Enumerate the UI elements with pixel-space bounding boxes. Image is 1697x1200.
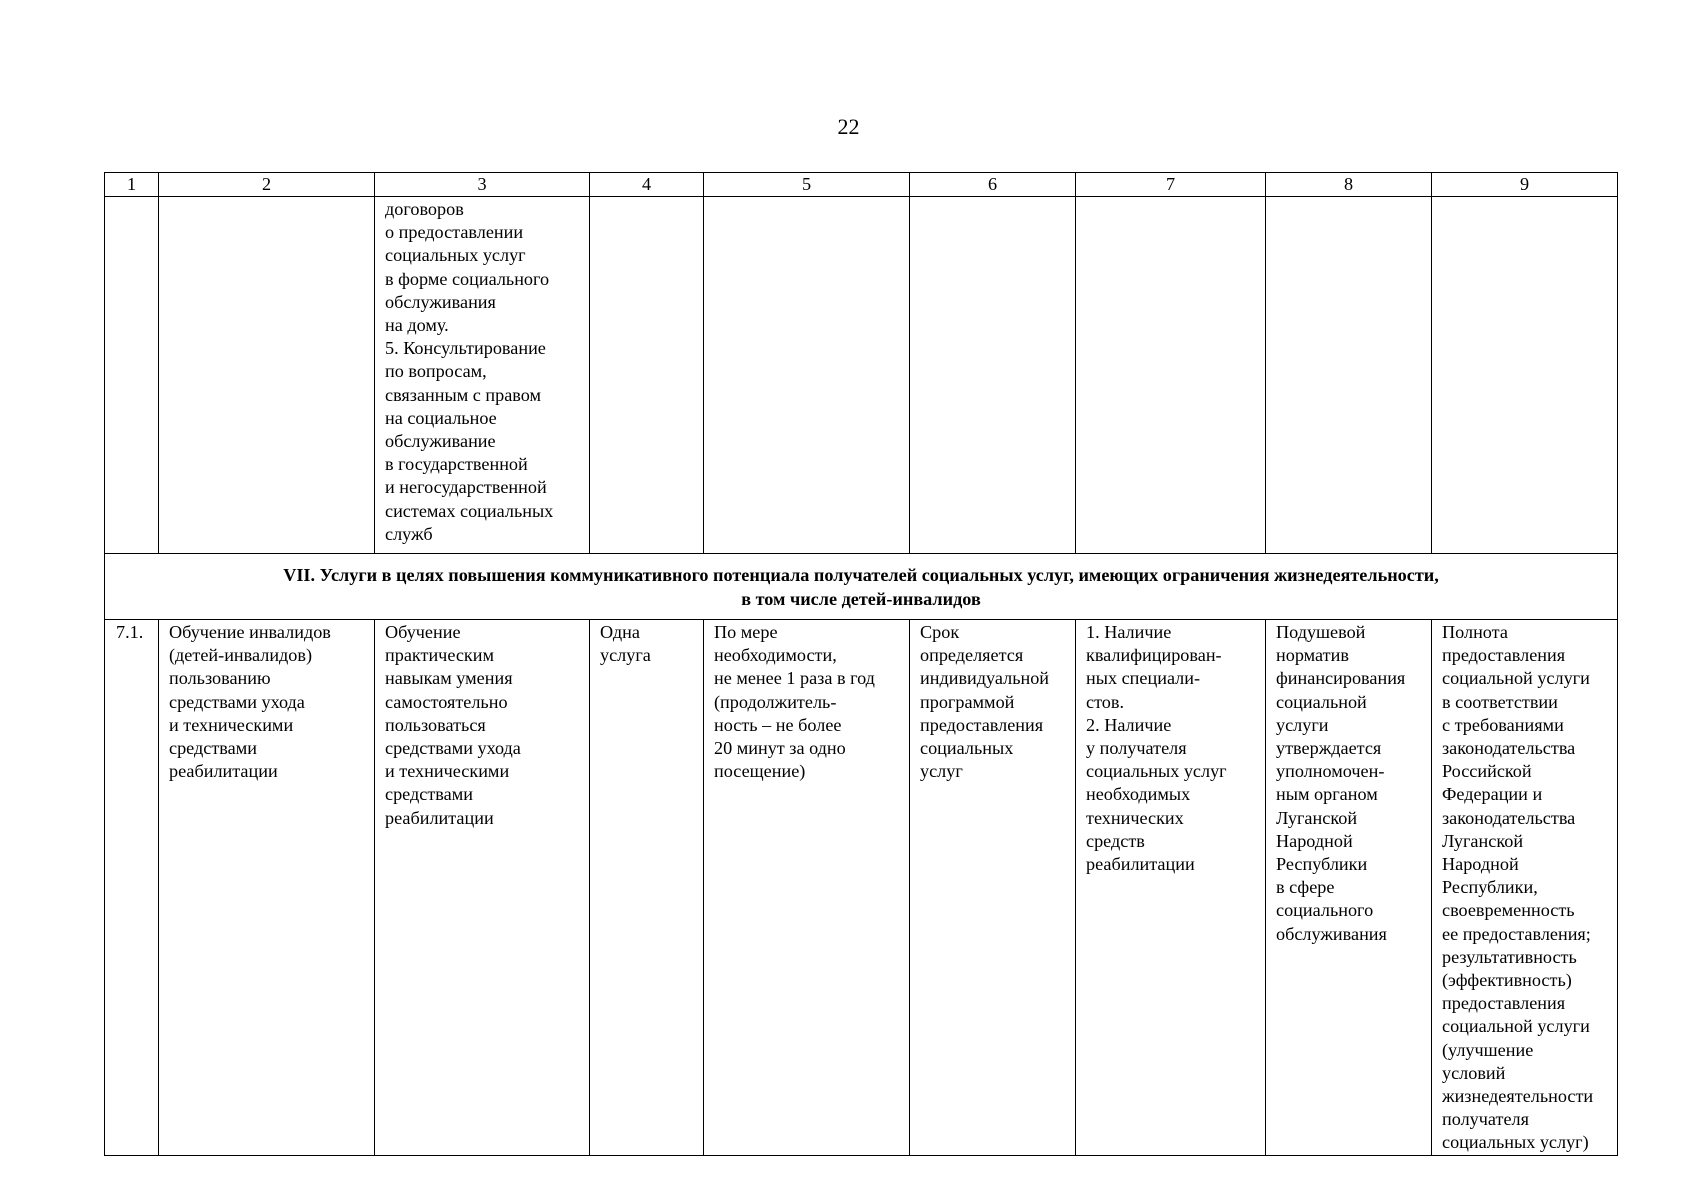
- table-cell: [1076, 197, 1266, 554]
- table-cell: [159, 197, 375, 554]
- column-number: 3: [375, 173, 590, 197]
- table-cell: [1266, 197, 1432, 554]
- section-heading-row: [105, 554, 1618, 620]
- column-number: 5: [704, 173, 910, 197]
- table-cell: [704, 197, 910, 554]
- column-number: 8: [1266, 173, 1432, 197]
- column-number: 7: [1076, 173, 1266, 197]
- table-cell: [910, 197, 1076, 554]
- section-title: VII. Услуги в целях повышения коммуникативного потенциала получателей социальных услуг, имеющих ограничения жизнедеятельности, в том числе детей-инвалидов: [105, 554, 1618, 620]
- service-name-cell: Обучение инвалидов (детей-инвалидов) пользованию средствами ухода и техническими средствами реабилитации: [159, 620, 375, 1156]
- continuation-row: [105, 197, 1618, 554]
- service-content-cell: договоров о предоставлении социальных услуг в форме социального обслуживания на дому. 5. Консультирование по вопросам, связанным с правом на социальное обслуживание в государственной и негосударственной системах социальных служб: [375, 197, 590, 554]
- table-cell: [590, 197, 704, 554]
- table-row: [105, 620, 1618, 1156]
- column-number: 1: [105, 173, 159, 197]
- term-cell: Срок определяется индивидуальной программой предоставления социальных услуг: [910, 620, 1076, 1156]
- page-number: 22: [837, 114, 860, 139]
- service-content-cell: Обучение практическим навыкам умения самостоятельно пользоваться средствами ухода и техническими средствами реабилитации: [375, 620, 590, 1156]
- row-number-cell: 7.1.: [105, 620, 159, 1156]
- column-number: 2: [159, 173, 375, 197]
- column-number: 4: [590, 173, 704, 197]
- conditions-cell: 1. Наличие квалифицирован- ных специали- стов. 2. Наличие у получателя социальных услуг необходимых технических средств реабилитации: [1076, 620, 1266, 1156]
- quality-indicators-cell: Полнота предоставления социальной услуги в соответствии с требованиями законодательства Российской Федерации и законодательства Луганской Народной Республики, своевременность ее предоставления; результативность (эффективность) предоставления социальной услуги (улучшение условий жизнедеятельности получателя социальных услуг): [1432, 620, 1618, 1156]
- unit-cell: Одна услуга: [590, 620, 704, 1156]
- table-cell: [105, 197, 159, 554]
- financing-cell: Подушевой норматив финансирования социальной услуги утверждается уполномочен- ным органом Луганской Народной Республики в сфере социального обслуживания: [1266, 620, 1432, 1156]
- table-cell: [1432, 197, 1618, 554]
- services-table: [104, 172, 1618, 1156]
- column-number: 9: [1432, 173, 1618, 197]
- periodicity-cell: По мере необходимости, не менее 1 раза в год (продолжитель- ность – не более 20 минут за одно посещение): [704, 620, 910, 1156]
- column-number-row: [105, 173, 1618, 197]
- column-number: 6: [910, 173, 1076, 197]
